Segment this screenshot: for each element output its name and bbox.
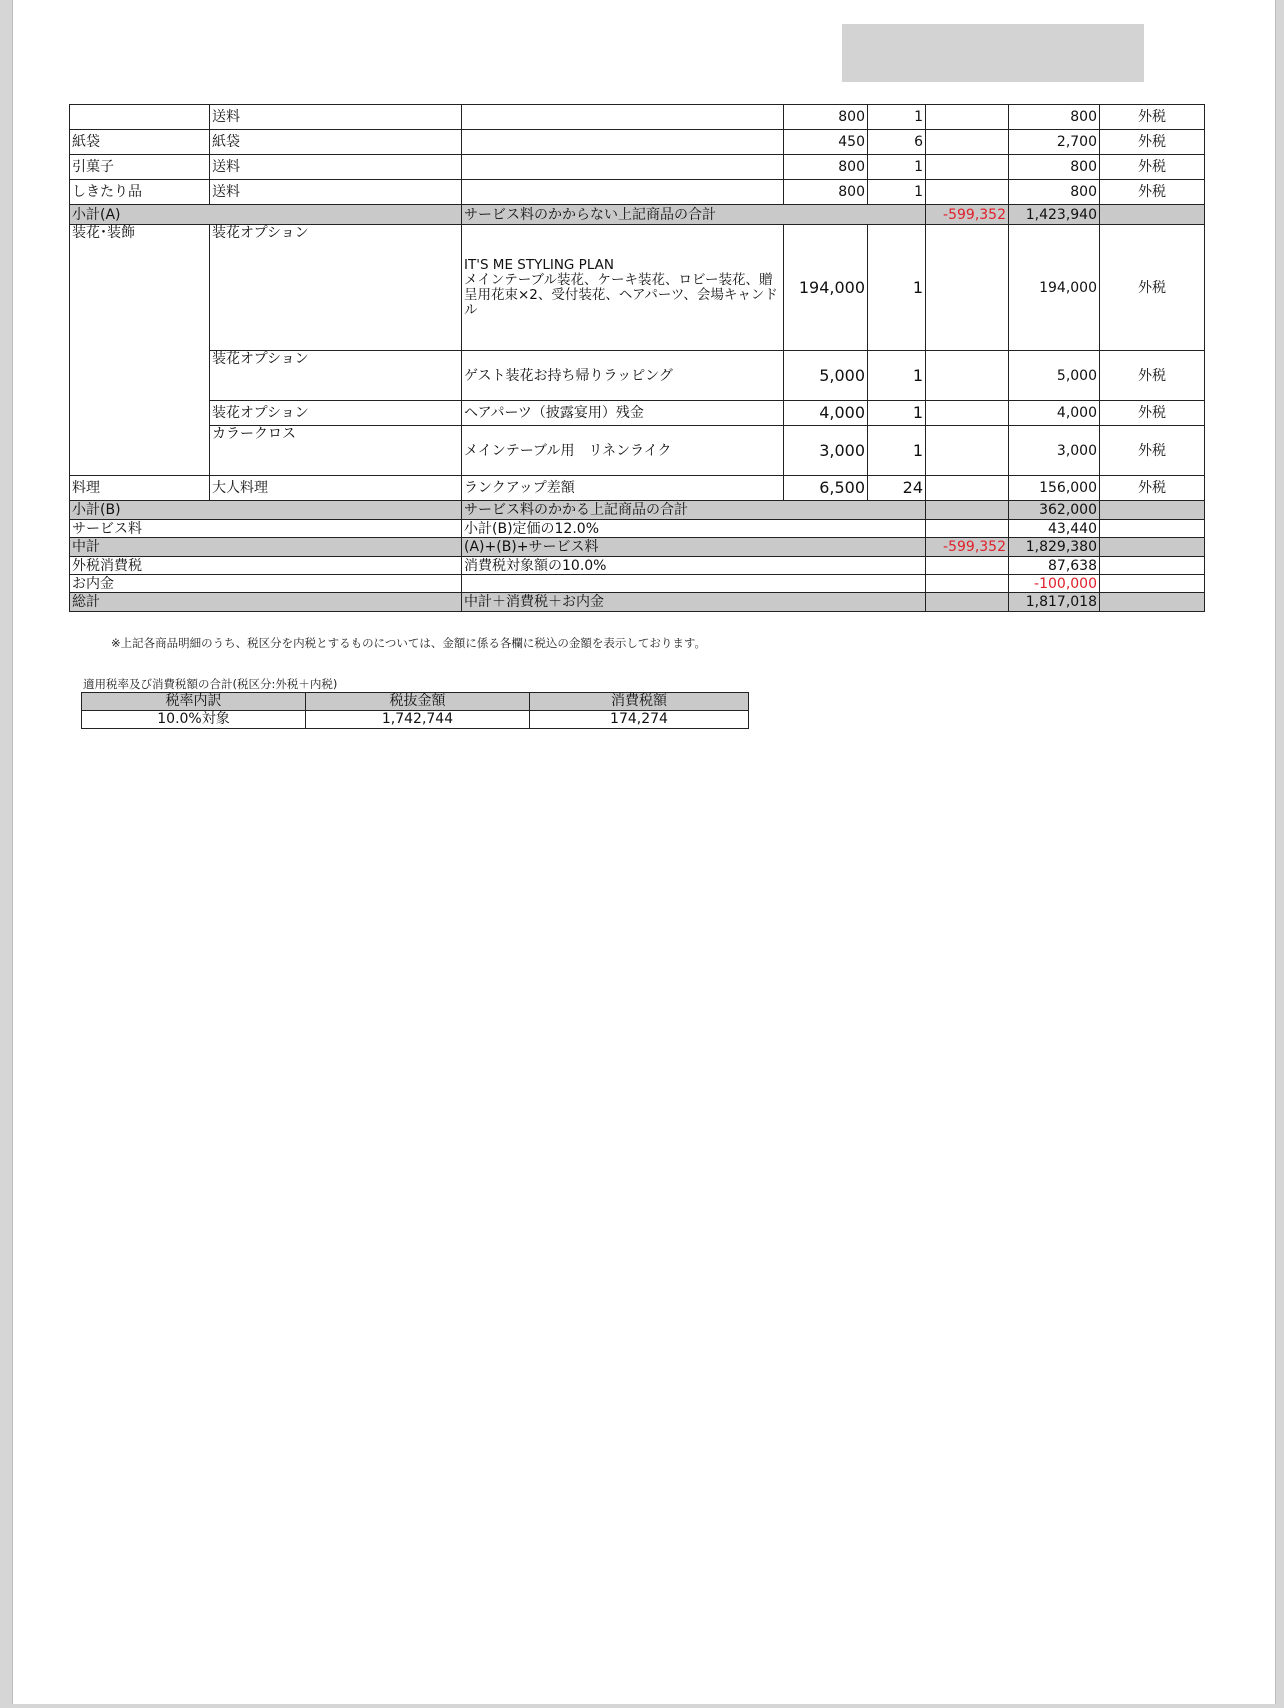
- deposit-row: [70, 575, 1205, 593]
- table-row: [70, 180, 1205, 205]
- row-qty: 24: [868, 476, 926, 501]
- service-amount: 43,440: [1009, 520, 1100, 538]
- row-item: 大人料理: [210, 476, 462, 501]
- total-description: 中計＋消費税＋お内金: [462, 593, 926, 612]
- invoice-table: [69, 104, 1205, 612]
- header-rate: 税率内訳: [82, 693, 306, 711]
- row-description: ランクアップ差額: [462, 476, 784, 501]
- row-qty: 1: [868, 426, 926, 476]
- row-price: 800: [784, 105, 868, 130]
- table-row: [70, 130, 1205, 155]
- redacted-block: [842, 24, 1144, 82]
- row-amount: 194,000: [1009, 225, 1100, 351]
- middle-total-row: [70, 538, 1205, 557]
- row-qty: 1: [868, 401, 926, 426]
- middle-description: (A)+(B)+サービス料: [462, 538, 926, 557]
- middle-discount: -599,352: [926, 538, 1009, 557]
- service-description: 小計(B)定価の12.0%: [462, 520, 926, 538]
- tax-footnote: ※上記各商品明細のうち、税区分を内税とするものについては、金額に係る各欄に税込の金額を表示しております。: [111, 636, 706, 650]
- ext-tax-description: 消費税対象額の10.0%: [462, 557, 926, 575]
- subtotal-a-row: [70, 205, 1205, 225]
- row-discount: [926, 130, 1009, 155]
- middle-label: 中計: [70, 538, 462, 557]
- row-category: 料理: [70, 476, 210, 501]
- subtotal-b-label: 小計(B): [70, 501, 462, 520]
- ext-tax-amount: 87,638: [1009, 557, 1100, 575]
- table-row: [70, 476, 1205, 501]
- row-qty: 1: [868, 155, 926, 180]
- row-qty: 1: [868, 105, 926, 130]
- row-tax-type: 外税: [1100, 105, 1205, 130]
- row-tax-type: 外税: [1100, 155, 1205, 180]
- external-tax-row: [70, 557, 1205, 575]
- row-discount: [926, 105, 1009, 130]
- row-price: 3,000: [784, 426, 868, 476]
- row-qty: 6: [868, 130, 926, 155]
- tax-summary-table: [81, 692, 749, 729]
- row-item: 送料: [210, 180, 462, 205]
- row-discount: [926, 155, 1009, 180]
- plan-title: IT'S ME STYLING PLAN メインテーブル装花、ケーキ装花、ロビー装花、贈呈用花束×2、受付装花、ヘアパーツ、会場キャンドル: [464, 256, 778, 318]
- subtotal-a-discount: -599,352: [926, 205, 1009, 225]
- row-item: 装花オプション: [210, 351, 462, 401]
- deposit-amount: -100,000: [1009, 575, 1100, 593]
- row-price: 5,000: [784, 351, 868, 401]
- total-amount: 1,817,018: [1009, 593, 1100, 612]
- row-category: しきたり品: [70, 180, 210, 205]
- row-category: 紙袋: [70, 130, 210, 155]
- header-tax-amount: 消費税額: [530, 693, 749, 711]
- subtotal-a-label: 小計(A): [70, 205, 462, 225]
- table-row: [70, 426, 1205, 476]
- row-item: 装花オプション: [210, 225, 462, 351]
- row-tax-type: 外税: [1100, 401, 1205, 426]
- tax-summary-caption: 適用税率及び消費税額の合計(税区分:外税＋内税): [83, 677, 338, 691]
- row-item: 装花オプション: [210, 401, 462, 426]
- tax-summary-header: [82, 693, 749, 711]
- middle-amount: 1,829,380: [1009, 538, 1100, 557]
- table-row: [70, 155, 1205, 180]
- row-tax-type: 外税: [1100, 130, 1205, 155]
- row-item: 送料: [210, 155, 462, 180]
- row-discount: [926, 180, 1009, 205]
- row-price: 6,500: [784, 476, 868, 501]
- row-description: [462, 180, 784, 205]
- row-price: 194,000: [784, 225, 868, 351]
- row-category: 引菓子: [70, 155, 210, 180]
- table-row: [70, 351, 1205, 401]
- row-description: ヘアパーツ（披露宴用）残金: [462, 401, 784, 426]
- row-tax-type: 外税: [1100, 180, 1205, 205]
- service-row: [70, 520, 1205, 538]
- rate-cell: 10.0%対象: [82, 711, 306, 729]
- row-tax-type: 外税: [1100, 476, 1205, 501]
- taxable-cell: 1,742,744: [306, 711, 530, 729]
- row-tax-type: 外税: [1100, 351, 1205, 401]
- header-taxable: 税抜金額: [306, 693, 530, 711]
- table-row: [70, 401, 1205, 426]
- subtotal-b-row: [70, 501, 1205, 520]
- tax-summary-row: [82, 711, 749, 729]
- subtotal-b-description: サービス料のかかる上記商品の合計: [462, 501, 926, 520]
- row-tax-type: 外税: [1100, 426, 1205, 476]
- table-row: [70, 105, 1205, 130]
- row-description: [462, 155, 784, 180]
- service-label: サービス料: [70, 520, 462, 538]
- flower-category: 装花･装飾: [70, 225, 210, 476]
- row-category: [70, 105, 210, 130]
- ext-tax-label: 外税消費税: [70, 557, 462, 575]
- row-amount: 800: [1009, 180, 1100, 205]
- row-item: カラークロス: [210, 426, 462, 476]
- grand-total-row: [70, 593, 1205, 612]
- row-description: [462, 130, 784, 155]
- row-amount: 3,000: [1009, 426, 1100, 476]
- row-amount: 800: [1009, 105, 1100, 130]
- row-qty: 1: [868, 351, 926, 401]
- subtotal-a-amount: 1,423,940: [1009, 205, 1100, 225]
- row-price: 4,000: [784, 401, 868, 426]
- document-page: [12, 0, 1276, 1704]
- row-amount: 156,000: [1009, 476, 1100, 501]
- row-description: メインテーブル用 リネンライク: [462, 426, 784, 476]
- total-label: 総計: [70, 593, 462, 612]
- row-tax-type: 外税: [1100, 225, 1205, 351]
- deposit-label: お内金: [70, 575, 462, 593]
- row-qty: 1: [868, 180, 926, 205]
- row-item: 送料: [210, 105, 462, 130]
- tax-amount-cell: 174,274: [530, 711, 749, 729]
- row-description: [462, 105, 784, 130]
- row-price: 450: [784, 130, 868, 155]
- row-amount: 4,000: [1009, 401, 1100, 426]
- row-description: ゲスト装花お持ち帰りラッピング: [462, 351, 784, 401]
- row-price: 800: [784, 155, 868, 180]
- row-amount: 800: [1009, 155, 1100, 180]
- subtotal-a-description: サービス料のかからない上記商品の合計: [462, 205, 926, 225]
- subtotal-b-amount: 362,000: [1009, 501, 1100, 520]
- row-item: 紙袋: [210, 130, 462, 155]
- row-description: [462, 225, 784, 351]
- table-row: [70, 225, 1205, 351]
- row-amount: 2,700: [1009, 130, 1100, 155]
- row-price: 800: [784, 180, 868, 205]
- row-amount: 5,000: [1009, 351, 1100, 401]
- row-qty: 1: [868, 225, 926, 351]
